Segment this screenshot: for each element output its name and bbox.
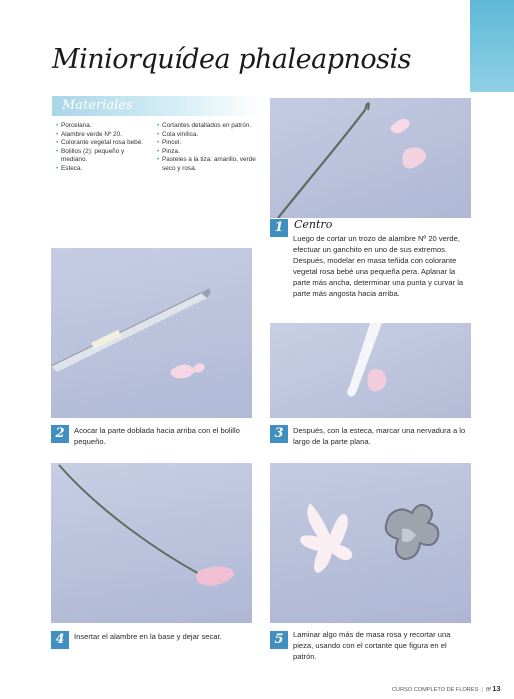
material-item: • Alambre verde Nº 20. [56, 131, 148, 140]
photo-step-4 [51, 463, 252, 623]
step-1-title: Centro [294, 218, 333, 231]
materials-column-1 [56, 122, 148, 174]
page-title: Miniorquídea phaleapnosis [52, 44, 411, 75]
step-3-badge: 3 [270, 425, 288, 443]
step-2-badge: 2 [51, 425, 69, 443]
page-footer: CURSO COMPLETO DE FLORES | fff 13 [392, 684, 501, 693]
footer-course-title: CURSO COMPLETO DE FLORES [392, 687, 479, 693]
material-item: • Bolillos (2): pequeño y mediano. [56, 148, 148, 165]
step-5-badge: 5 [270, 631, 288, 649]
step-1-text: Luego de cortar un trozo de alambre Nº 20 verde, efectuar un ganchito en uno de sus extremos. Después, modelar en masa teñida con colorante vegetal rosa bebé una pequeña pera. Aplanar la parte más ancha, determinar una punta y curvar la parte más angosta hacia arriba. [293, 234, 464, 298]
photo-step-5 [270, 463, 471, 623]
material-item: • Porcelana. [56, 122, 148, 131]
photo-step-1 [270, 98, 471, 218]
material-item: • Pasteles a la tiza: amarillo, verde seco y rosa. [157, 156, 257, 173]
material-item: • Cortantes detallados en patrón. [157, 122, 257, 131]
materials-heading: Materiales [62, 98, 133, 113]
material-item: • Colorante vegetal rosa bebé. [56, 139, 148, 148]
photo-step-3 [270, 323, 471, 418]
material-item: • Pincel. [157, 139, 257, 148]
material-item: • Cola vinílica. [157, 131, 257, 140]
step-5-text: Laminar algo más de masa rosa y recortar una pieza, usando con el cortante que figura en el patrón. [293, 630, 451, 661]
footer-logo: fff [486, 687, 491, 693]
photo-step-2 [51, 248, 252, 418]
step-3-text: Después, con la esteca, marcar una nervadura a lo largo de la parte plana. [293, 426, 466, 446]
step-1-badge: 1 [270, 219, 288, 237]
page-number: 13 [492, 684, 501, 693]
step-4-badge: 4 [51, 631, 69, 649]
step-4-text: Insertar el alambre en la base y dejar secar. [74, 632, 222, 641]
materials-heading-bar [52, 96, 264, 116]
materials-column-2 [157, 122, 257, 174]
corner-tab [470, 0, 514, 92]
material-item: • Esteca. [56, 165, 148, 174]
material-item: • Pinza. [157, 148, 257, 157]
step-2-text: Acocar la parte doblada hacia arriba con el bolillo pequeño. [74, 426, 240, 446]
